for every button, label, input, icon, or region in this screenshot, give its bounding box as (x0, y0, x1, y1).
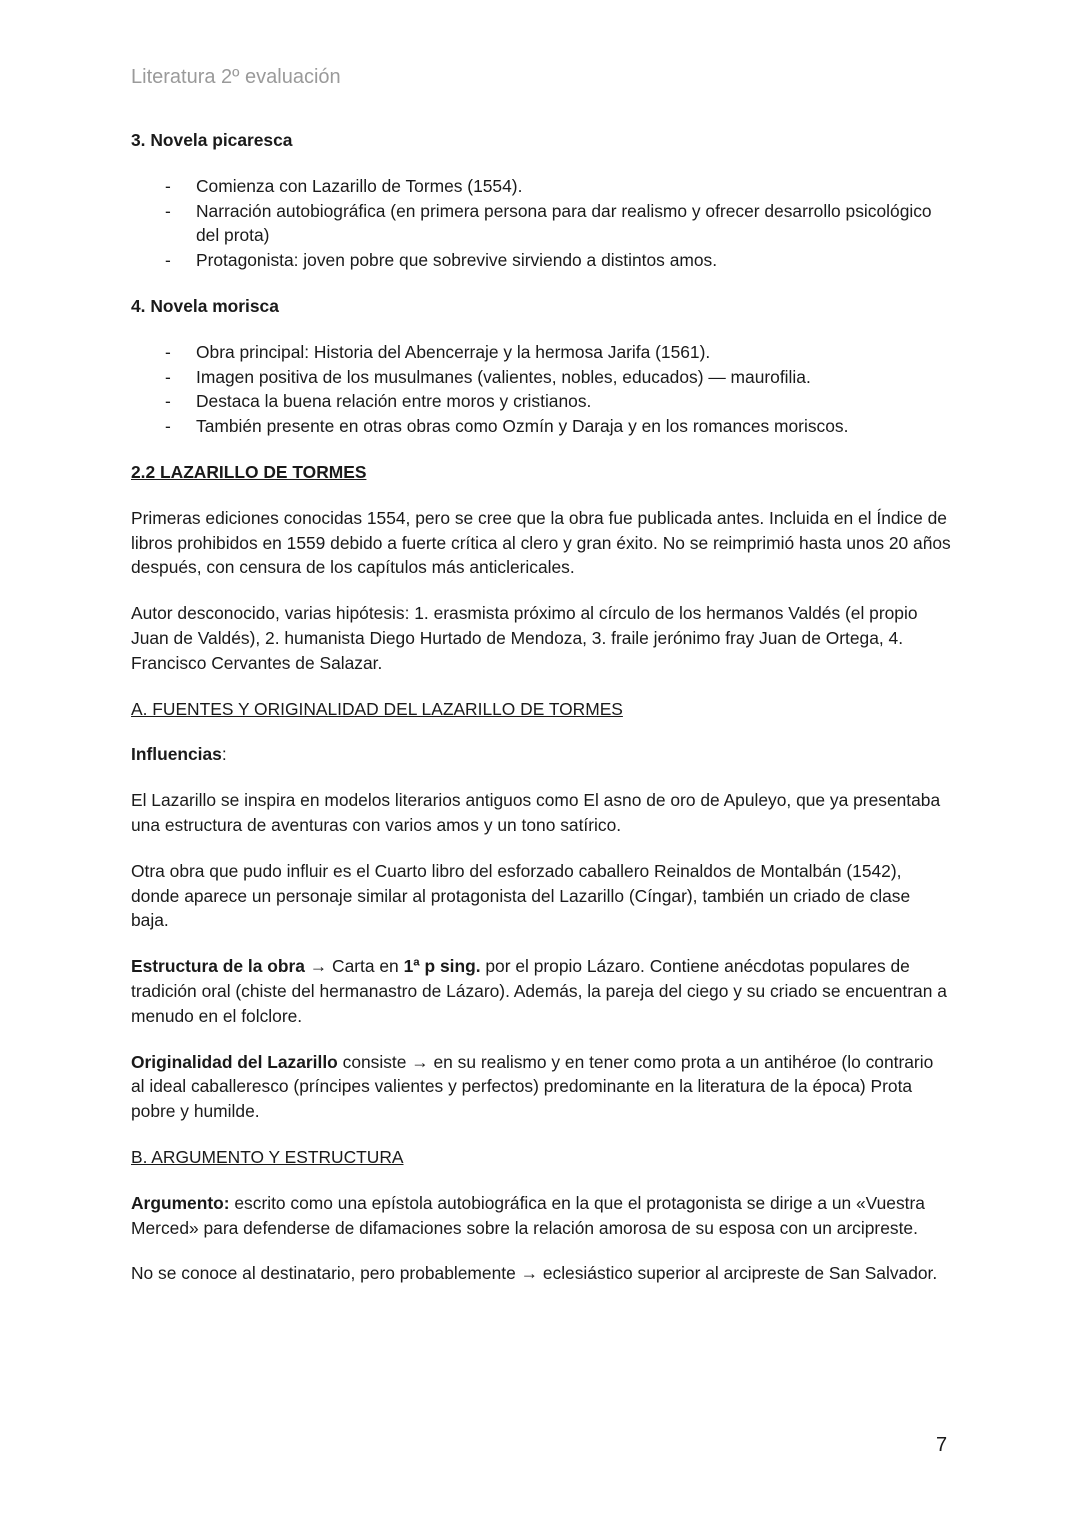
page-number: 7 (936, 1434, 948, 1456)
heading-fuentes: A. FUENTES Y ORIGINALIDAD DEL LAZARILLO DE TORMES (131, 698, 623, 719)
list-item: - También presente en otras obras como Ozmín y Daraja y en los romances moriscos. (131, 414, 951, 439)
section-title-morisca: 4. Novela morisca (131, 295, 279, 316)
paragraph-estructura (131, 954, 951, 1028)
estructura-rest: por el propio Lázaro. Contiene anécdotas populares de tradición oral (chiste del hermanastro de Lázaro). Además, la pareja del ciego y su criado se encuentran a menudo en el folclore. (131, 956, 947, 1026)
argumento-rest: escrito como una epístola autobiográfica en la que el protagonista se dirige a un «Vuestra Merced» para defenderse de difamaciones sobre la relación amorosa de su esposa con un arcipreste. (131, 1192, 925, 1238)
heading-argumento: B. ARGUMENTO Y ESTRUCTURA (131, 1146, 404, 1167)
estructura-bold: 1ª p sing. (403, 956, 481, 977)
influencias-label: Influencias (131, 744, 222, 765)
page-header: Literatura 2º evaluación (131, 66, 341, 88)
page-content (131, 128, 951, 1307)
heading-lazarillo: 2.2 LAZARILLO DE TORMES (131, 461, 367, 482)
estructura-label: Estructura de la obra (131, 956, 305, 977)
list-item: - Imagen positiva de los musulmanes (valientes, nobles, educados) — maurofilia. (131, 365, 951, 390)
argumento-label: Argumento: (131, 1192, 230, 1213)
originalidad-label: Originalidad del Lazarillo (131, 1051, 338, 1072)
paragraph-ediciones: Primeras ediciones conocidas 1554, pero se cree que la obra fue publicada antes. Incluida en el Índice de libros prohibidos en 1559 debido a fuerte crítica al clero y gran éxito. No se reimprimió hasta unos 20 años después, con censura de los capítulos más anticlericales. (131, 507, 951, 578)
list-item: - Destaca la buena relación entre moros y cristianos. (131, 389, 951, 414)
paragraph-argumento (131, 1191, 951, 1241)
list-morisca (131, 340, 951, 439)
paragraph-influencias-label (131, 742, 951, 767)
originalidad-rest: consiste → en su realismo y en tener como prota a un antihéroe (lo contrario al ideal caballeresco (príncipes valientes y perfectos) predominante en la literatura de la época) Prota pobre y humilde. (131, 1051, 934, 1122)
paragraph-reinaldos: Otra obra que pudo influir es el Cuarto libro del esforzado caballero Reinaldos de Montalbán (1542), donde aparece un personaje similar al protagonista del Lazarillo (Cíngar), también un criado de clase baja. (131, 860, 911, 931)
list-item: - Protagonista: joven pobre que sobrevive sirviendo a distintos amos. (131, 248, 951, 273)
paragraph-destinatario: No se conoce al destinatario, pero probablemente → eclesiástico superior al arcipreste de San Salvador. (131, 1263, 938, 1284)
list-item: - Obra principal: Historia del Abencerraje y la hermosa Jarifa (1561). (131, 340, 951, 365)
estructura-mid: → Carta en (304, 956, 404, 977)
list-item: - Narración autobiográfica (en primera persona para dar realismo y ofrecer desarrollo psicológico del prota) (131, 199, 951, 249)
list-picaresca (131, 174, 951, 273)
section-title-picaresca: 3. Novela picaresca (131, 130, 293, 150)
paragraph-autor: Autor desconocido, varias hipótesis: 1. erasmista próximo al círculo de los hermanos Valdés (el propio Juan de Valdés), 2. humanista Diego Hurtado de Mendoza, 3. fraile jerónimo fray Juan de Ortega, 4. Francisco Cervantes de Salazar. (131, 603, 918, 673)
influencias-colon: : (221, 744, 227, 765)
paragraph-originalidad (131, 1050, 951, 1124)
paragraph-asno-de-oro: El Lazarillo se inspira en modelos literarios antiguos como El asno de oro de Apuleyo, que ya presentaba una estructura de aventuras con varios amos y un tono satírico. (131, 790, 941, 835)
list-item: - Comienza con Lazarillo de Tormes (1554). (131, 174, 951, 199)
